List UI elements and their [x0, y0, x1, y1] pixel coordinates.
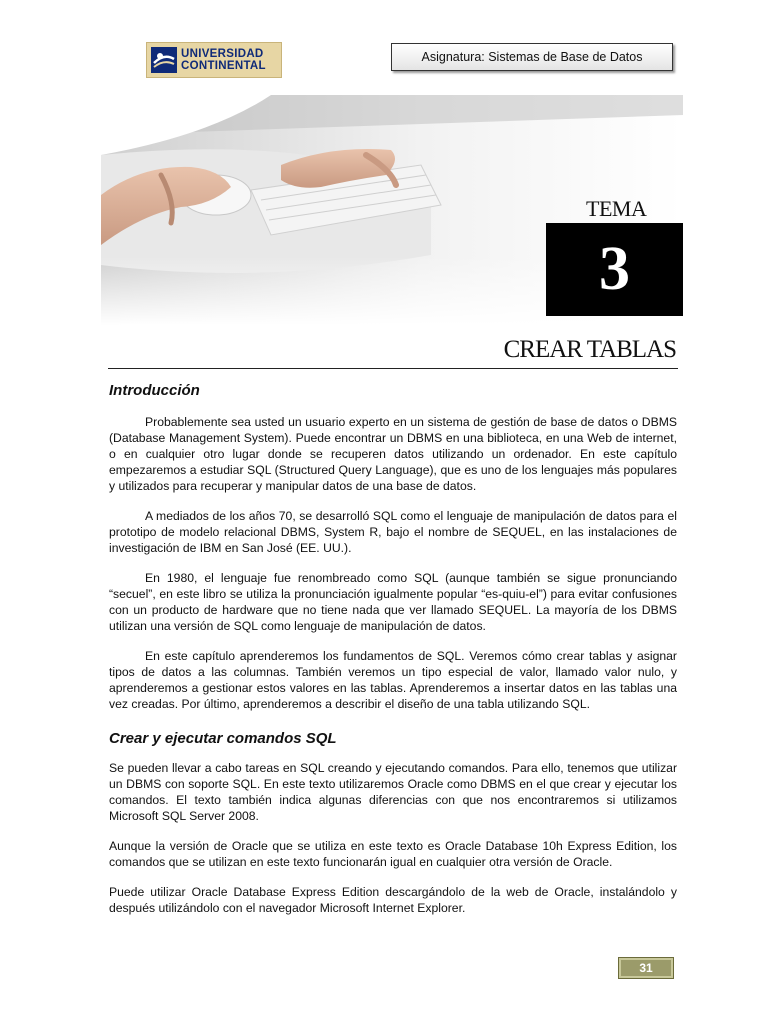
document-body: [109, 380, 677, 930]
chapter-title: CREAR TABLAS: [503, 336, 676, 363]
chapter-number-box: [546, 223, 683, 316]
paragraph: En este capítulo aprenderemos los fundamentos de SQL. Veremos cómo crear tablas y asignar tipos de datos a las columnas. También veremos un tipo especial de valor, llamado valor nulo, y aprenderemos a gestionar estos valores en las tablas. Aprenderemos a insertar datos en las tablas una vez creadas. Por último, aprenderemos a describir el diseño de una tabla utilizando SQL.: [109, 649, 677, 711]
page-number: 31: [639, 961, 653, 975]
university-logo: [146, 42, 282, 78]
paragraph: Se pueden llevar a cabo tareas en SQL creando y ejecutando comandos. Para ello, tenemos que utilizar un DBMS con soporte SQL. En este texto utilizaremos Oracle como DBMS en el que crear y ejecutar los comandos. El texto también indica algunas diferencias con que nos encontraremos si utilizamos Microsoft SQL Server 2008.: [109, 761, 677, 823]
paragraph: Aunque la versión de Oracle que se utiliza en este texto es Oracle Database 10h Express Edition, los comandos que se utilizan en este texto funcionarán igual en cualquier otra versión de Oracle.: [109, 839, 677, 869]
university-logo-text: [181, 48, 266, 72]
logo-line-1: UNIVERSIDAD: [181, 48, 264, 60]
logo-line-2: CONTINENTAL: [181, 60, 266, 72]
university-emblem-icon: [151, 47, 177, 73]
paragraph: Probablemente sea usted un usuario experto en un sistema de gestión de base de datos o DBMS (Database Management System). Puede encontrar un DBMS en una biblioteca, en una Web de internet, o en cualquier otro lugar donde se recuperen datos utilizando un ordenador. En este capítulo empezaremos a estudiar SQL (Structured Query Language), que es uno de los lenguajes más populares y utilizados para recuperar y manipular datos de una base de datos.: [109, 415, 677, 493]
chapter-label: TEMA: [586, 196, 647, 221]
chapter-number: 3: [599, 235, 630, 303]
page-number-badge: [618, 957, 674, 979]
section-heading-crear-ejecutar: Crear y ejecutar comandos SQL: [109, 730, 337, 747]
section-heading-introduccion: Introducción: [109, 382, 200, 399]
paragraph: A mediados de los años 70, se desarrolló SQL como el lenguaje de manipulación de datos para el prototipo de modelo relacional DBMS, System R, bajo el nombre de SEQUEL, en las instalaciones de investigación de IBM en San José (EE. UU.).: [109, 509, 677, 555]
paragraph: Puede utilizar Oracle Database Express Edition descargándolo de la web de Oracle, instalándolo y después utilizándolo con el navegador Microsoft Internet Explorer.: [109, 885, 677, 915]
subject-header: Asignatura: Sistemas de Base de Datos: [391, 43, 673, 71]
paragraph: En 1980, el lenguaje fue renombreado como SQL (aunque también se sigue pronunciando “secuel”, en este libro se utiliza la pronunciación igualmente popular “es-quiu-el”) para evitar confusiones con un producto de hardware que no tiene nada que ver llamado SEQUEL. La mayoría de los DBMS utilizan una versión de SQL como lenguaje de manipulación de datos.: [109, 571, 677, 633]
title-divider: [108, 368, 678, 369]
